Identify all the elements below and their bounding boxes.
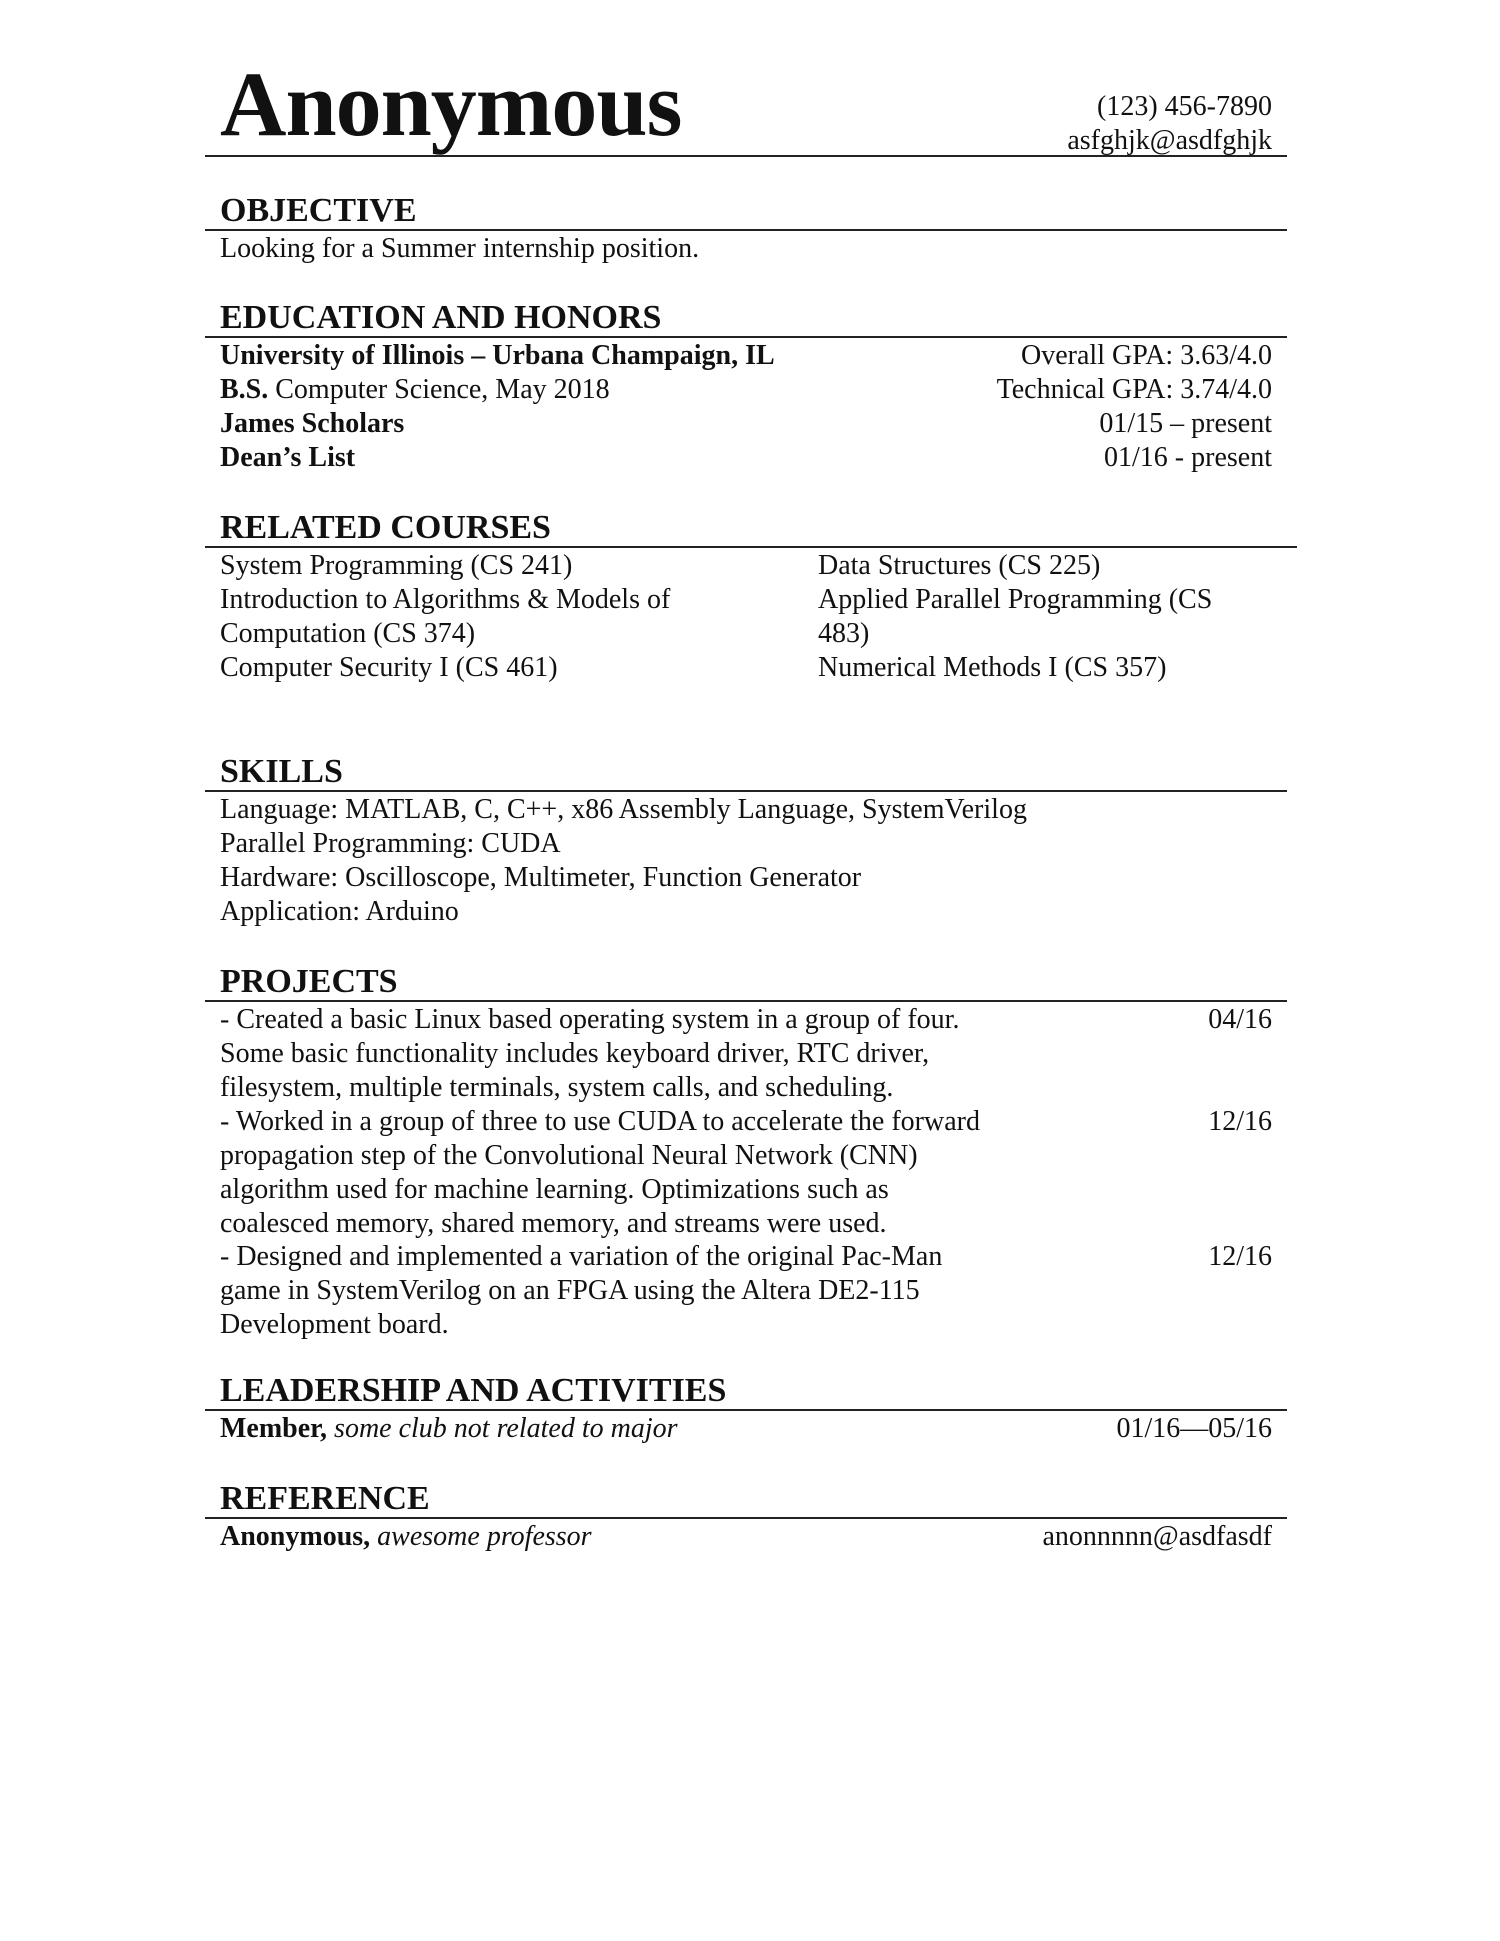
course-line: 483) — [818, 618, 870, 649]
contact-block — [1067, 90, 1272, 158]
education-divider — [205, 336, 1287, 338]
technical-gpa: Technical GPA: 3.74/4.0 — [996, 374, 1272, 405]
objective-heading: OBJECTIVE — [220, 192, 417, 229]
skill-line: Language: MATLAB, C, C++, x86 Assembly Language, SystemVerilog — [220, 794, 1027, 825]
skills-heading: SKILLS — [220, 753, 343, 790]
skill-line: Application: Arduino — [220, 896, 459, 927]
course-line: System Programming (CS 241) — [220, 550, 573, 581]
education-row-school — [220, 339, 1272, 373]
skill-line: Parallel Programming: CUDA — [220, 828, 561, 859]
reference-title: awesome professor — [370, 1521, 592, 1552]
skill-line: Hardware: Oscilloscope, Multimeter, Function Generator — [220, 862, 862, 893]
reference-name: Anonymous, — [220, 1521, 371, 1552]
project-line: Some basic functionality includes keyboard driver, RTC driver, — [220, 1038, 930, 1069]
project-line: - Created a basic Linux based operating system in a group of four. — [220, 1004, 960, 1035]
courses-heading: RELATED COURSES — [220, 509, 551, 546]
objective-divider — [205, 229, 1287, 231]
course-line: Computation (CS 374) — [220, 618, 476, 649]
reference-heading: REFERENCE — [220, 1480, 430, 1517]
course-line: Numerical Methods I (CS 357) — [818, 652, 1167, 683]
courses-right-column — [818, 549, 1212, 685]
reference-divider — [205, 1517, 1287, 1519]
skills-list — [220, 793, 1027, 929]
project-2-date: 12/16 — [1208, 1106, 1272, 1137]
course-line: Introduction to Algorithms & Models of — [220, 584, 671, 615]
education-row-honor-1 — [220, 407, 1272, 441]
education-heading: EDUCATION AND HONORS — [220, 299, 662, 336]
phone-number: (123) 456-7890 — [1097, 91, 1272, 122]
reference-email: anonnnnn@asdfasdf — [1042, 1521, 1272, 1552]
leadership-divider — [205, 1409, 1287, 1411]
honor-1-date: 01/15 – present — [1099, 408, 1272, 439]
leadership-entry — [220, 1412, 678, 1446]
project-line: filesystem, multiple terminals, system calls, and scheduling. — [220, 1072, 894, 1103]
school-name: University of Illinois – Urbana Champaign, IL — [220, 340, 775, 371]
projects-divider — [205, 1000, 1287, 1002]
degree-detail: Computer Science, May 2018 — [268, 374, 610, 405]
project-line: coalesced memory, shared memory, and streams were used. — [220, 1208, 887, 1239]
education-row-degree — [220, 373, 1272, 407]
project-item-2 — [220, 1105, 980, 1241]
leadership-heading: LEADERSHIP AND ACTIVITIES — [220, 1372, 727, 1409]
honor-deans-list: Dean’s List — [220, 442, 356, 473]
leadership-row — [220, 1412, 1272, 1446]
project-line: game in SystemVerilog on an FPGA using the Altera DE2-115 — [220, 1275, 920, 1306]
project-line: - Designed and implemented a variation of the original Pac-Man — [220, 1241, 943, 1272]
reference-row — [220, 1520, 1272, 1554]
courses-left-column — [220, 549, 670, 685]
project-item-1 — [220, 1003, 959, 1105]
leadership-org: some club not related to major — [327, 1413, 678, 1444]
honor-2-date: 01/16 - present — [1104, 442, 1272, 473]
degree — [220, 373, 610, 407]
header-divider — [205, 155, 1287, 157]
honor-james-scholars: James Scholars — [220, 408, 405, 439]
project-1-date: 04/16 — [1208, 1004, 1272, 1035]
education-row-honor-2 — [220, 441, 1272, 475]
degree-abbr: B.S. — [220, 374, 269, 405]
project-item-3 — [220, 1240, 942, 1342]
courses-divider — [205, 546, 1297, 548]
email-address: asfghjk@asdfghjk — [1067, 125, 1272, 156]
project-line: - Worked in a group of three to use CUDA to accelerate the forward — [220, 1106, 980, 1137]
course-line: Applied Parallel Programming (CS — [818, 584, 1213, 615]
project-3-date: 12/16 — [1208, 1241, 1272, 1272]
leadership-role: Member, — [220, 1413, 328, 1444]
project-line: propagation step of the Convolutional Neural Network (CNN) — [220, 1140, 918, 1171]
reference-entry — [220, 1520, 592, 1554]
overall-gpa: Overall GPA: 3.63/4.0 — [1021, 340, 1272, 371]
course-line: Data Structures (CS 225) — [818, 550, 1101, 581]
leadership-dates: 01/16—05/16 — [1116, 1413, 1272, 1444]
skills-divider — [205, 790, 1287, 792]
projects-heading: PROJECTS — [220, 963, 398, 1000]
course-line: Computer Security I (CS 461) — [220, 652, 558, 683]
project-line: algorithm used for machine learning. Optimizations such as — [220, 1174, 889, 1205]
project-line: Development board. — [220, 1309, 449, 1340]
objective-text: Looking for a Summer internship position. — [220, 233, 700, 264]
candidate-name: Anonymous — [220, 53, 682, 155]
